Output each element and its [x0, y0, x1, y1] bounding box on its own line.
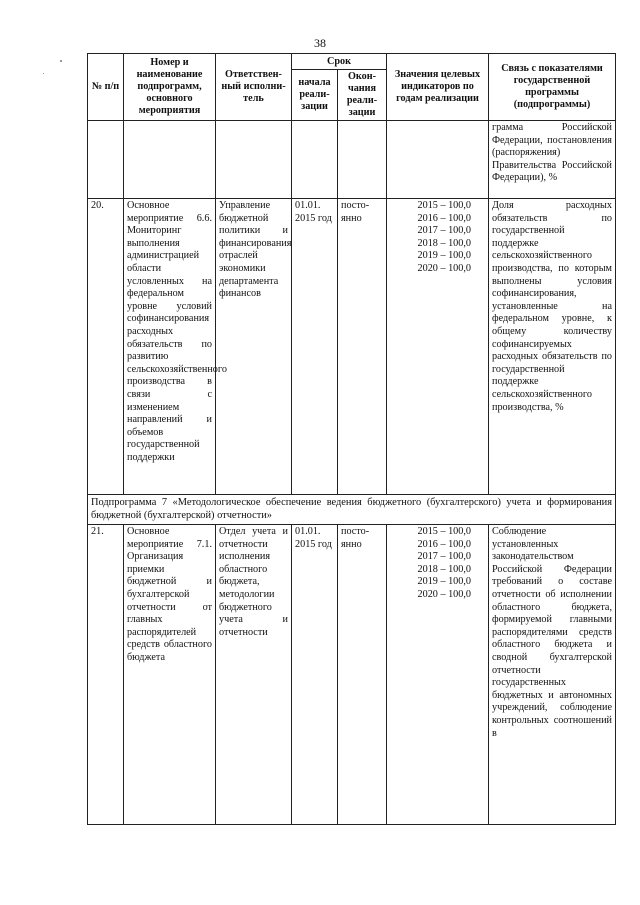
end-cell: посто-янно: [338, 199, 387, 495]
scan-speck: [60, 60, 62, 62]
measure-name: Основное мероприятие 6.6. Мониторинг выполнения администрацией области условленных на федеральном уровне условий софинансирования расходных обязательств по развитию сельскохозяйственного производства в связи с изменением направлений и объемов государственной поддержки: [124, 199, 216, 495]
measure-name: Основное мероприятие 7.1. Организация приемки бюджетной и бухгалтерской отчетности от главных распорядителей средств областного бюджета: [124, 525, 216, 825]
table-row: [88, 199, 616, 495]
header-name: Номер и наименование подпрограмм, основного мероприятия: [124, 54, 216, 121]
value-line: 2020 – 100,0: [417, 262, 471, 274]
program-table: [87, 53, 616, 825]
value-line: 2019 – 100,0: [417, 250, 471, 262]
values-cell: [387, 525, 489, 825]
subprogram-title: Подпрограмма 7 «Методологическое обеспечение ведения бюджетного (бухгалтерского) учета и формирования бюджетной (бухгалтерской) отчетности»: [88, 495, 616, 525]
row-number: 21.: [88, 525, 124, 825]
link-cell: Доля расходных обязательств по государственной поддержке сельскохозяйственного производства, по которым выполнены условия софинансирования, установленные на федеральном уровне, к общему количеству софинансируемых расходных обязательств по государственной поддержке сельскохозяйственного производства, %: [489, 199, 616, 495]
start-cell: 01.01. 2015 год: [292, 525, 338, 825]
header-responsible: Ответствен-ный исполни-тель: [216, 54, 292, 121]
header-end: Окон-чания реали-зации: [338, 70, 387, 121]
value-line: 2017 – 100,0: [417, 225, 471, 237]
value-line: 2019 – 100,0: [417, 576, 471, 588]
value-line: 2020 – 100,0: [417, 588, 471, 600]
values-cell: [387, 199, 489, 495]
start-cell: 01.01. 2015 год: [292, 199, 338, 495]
value-line: 2016 – 100,0: [417, 212, 471, 224]
value-line: 2015 – 100,0: [417, 526, 471, 537]
end-cell: посто-янно: [338, 525, 387, 825]
table-row-continuation: [88, 121, 616, 199]
value-line: 2018 – 100,0: [417, 563, 471, 575]
value-line: 2016 – 100,0: [417, 538, 471, 550]
page-number: 38: [314, 36, 326, 50]
header-start: начала реали-зации: [292, 70, 338, 121]
header-values: Значения целевых индикаторов по годам реализации: [387, 54, 489, 121]
link-cell: Соблюдение установленных законодательством Российской Федерации требований о составе отчетности об исполнении областного бюджета, формируемой главными распорядителями средств областного бюджета и сводной бухгалтерской отчетности государственных бюджетных и автономных учреждений, соблюдение контрольных соотношений в: [489, 525, 616, 825]
value-line: 2018 – 100,0: [417, 237, 471, 249]
header-no: № п/п: [88, 54, 124, 121]
table-row: [88, 525, 616, 825]
header-term: Срок: [292, 54, 387, 70]
scan-speck: [43, 73, 44, 74]
link-cell: грамма Российской Федерации, постановления (распоряжения) Правительства Российской Федерации), %: [489, 121, 616, 199]
header-row: [88, 54, 616, 70]
header-link: Связь с показателями государственной программы (подпрограммы): [489, 54, 616, 121]
responsible-cell: Управление бюджетной политики и финансирования отраслей экономики департамента финансов: [216, 199, 292, 495]
row-number: 20.: [88, 199, 124, 495]
value-line: 2015 – 100,0: [417, 200, 471, 211]
subprogram-row: [88, 495, 616, 525]
value-line: 2017 – 100,0: [417, 551, 471, 563]
responsible-cell: Отдел учета и отчетности исполнения областного бюджета, методологии бюджетного учета и отчетности: [216, 525, 292, 825]
